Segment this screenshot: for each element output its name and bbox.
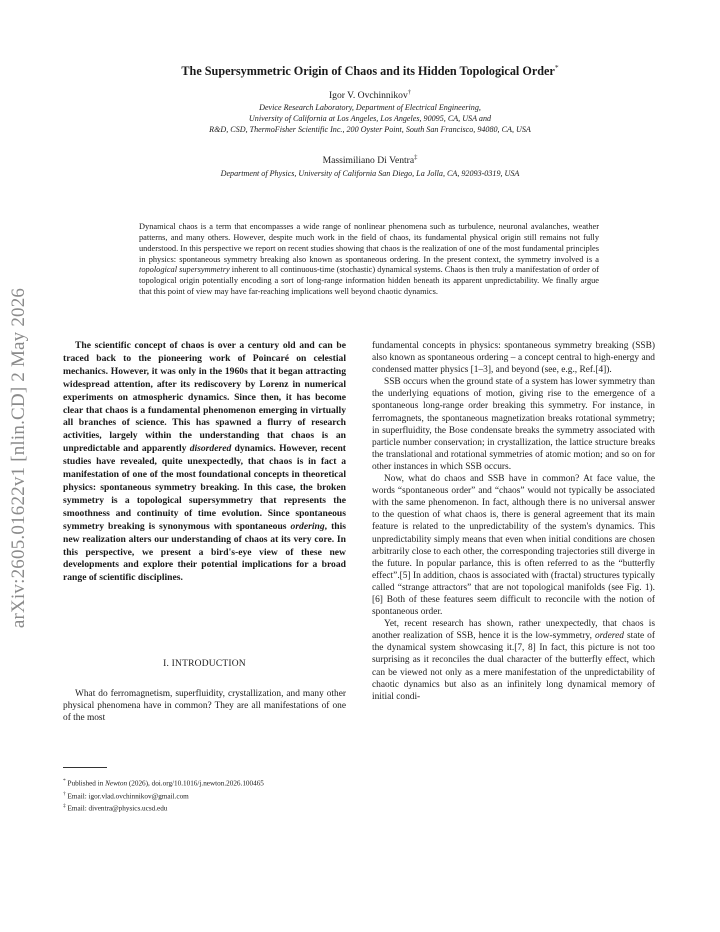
body-text: state of the dynamical system showcasing it.[7, 8] In fact, this picture is not too surprising as it reconciles the dual character of the butterfly effect, which can be viewed not only as a mere manifestation of the unpredictability of chaotic dynamics but also as an infinitely long dynamical memory of initial condi- (372, 631, 655, 702)
body-paragraph: fundamental concepts in physics: spontaneous symmetry breaking (SSB) also known as spontaneous ordering – a concept central to high-energy and condensed matter physics [1–3], and beyond (see, e.g., Ref.[4]). (372, 341, 655, 376)
footnote-mark: ‡ (63, 803, 66, 810)
body-emphasis: ordered (594, 631, 624, 642)
footnote-text: Email: diventra@physics.ucsd.edu (65, 804, 168, 813)
body-paragraph (372, 618, 655, 703)
footnote-text: Published in (65, 779, 106, 788)
author-2-mark: ‡ (414, 154, 418, 161)
arxiv-stamp-text: arXiv:2605.01622v1 [nlin.CD] 2 May 2026 (8, 287, 29, 629)
abstract-text: inherent to all continuous-time (stochastic) dynamical systems. Chaos is then truly a manifestation of order of topological origin potentially encoding a sort of long-range information hidden beneath its apparent unpredictability. We finally argue that this point of view may have far-reaching implications well beyond chaotic dynamics. (139, 265, 599, 297)
footnote-text: (2026), doi.org/10.1016/j.newton.2026.100465 (127, 779, 264, 788)
arxiv-stamp (8, 253, 30, 663)
abstract-text: Dynamical chaos is a term that encompasses a wide range of nonlinear phenomena such as turbulence, neuronal avalanches, weather patterns, and many others. However, despite much work in the field of chaos, its fundamental physical origin still remains not fully understood. In this perspective we report on recent studies showing that chaos is the realization of one of the most fundamental principles in physics: spontaneous symmetry breaking also known as spontaneous ordering. In the present context, the symmetry involved is a (139, 222, 599, 264)
footnote-emphasis: Newton (105, 779, 128, 788)
footnote (63, 801, 363, 814)
lead-text: dynamics. However, recent studies have revealed, quite unexpectedly, that chaos is in fact a manifestation of one of the most foundational concepts in theoretical physics: spontaneous symmetry breaking. In this case, the broken symmetry is a topological supersymmetry that represents the smoothness and continuity of time evolution. Since spontaneous symmetry breaking is synonymous with spontaneous (63, 443, 346, 532)
paper-title (80, 63, 660, 79)
footnote-mark: * (63, 778, 66, 784)
author-2-name: Massimiliano Di Ventra (322, 155, 415, 167)
author-1 (80, 89, 660, 101)
abstract-emphasis: topological supersymmetry (139, 265, 230, 275)
affiliation-line: Device Research Laboratory, Department of Electrical Engineering, (259, 103, 481, 112)
section-heading: I. INTRODUCTION (163, 659, 246, 669)
author-1-name: Igor V. Ovchinnikov (328, 90, 408, 102)
body-text: Yet, recent research has shown, rather unexpectedly, that chaos is another realization of SSB, hence it is the low-symmetry, (372, 619, 655, 642)
footnote-mark: † (63, 790, 66, 797)
affiliation-line: R&D, CSD, ThermoFisher Scientific Inc., 200 Oyster Point, South San Francisco, 94080, CA, USA (209, 125, 531, 134)
lead-text: The scientific concept of chaos is over a century old and can be traced back to the pioneering work of Poincaré on celestial mechanics. However, it was only in the 1960s that it began attracting widespread attention, after its rediscovery by Lorenz in numerical experiments on atmospheric dynamics. Since then, it has become clear that chaos is a fundamental phenomenon emerging in virtually all branches of science. This has spawned a flurry of research activities, largely within the understanding that chaos is an unpredictable and apparently (63, 340, 346, 455)
lead-paragraph (63, 340, 346, 585)
lead-emphasis: ordering (290, 520, 325, 532)
body-paragraph: SSB occurs when the ground state of a system has lower symmetry than the underlying equations of motion, giving rise to the emergence of a spontaneous long-range order breaking this symmetry. For instance, in ferromagnets, the spontaneous magnetization breaks rotational symmetry; in superfluidity, the Bose condensate breaks the symmetry associated with particle number conservation; in crystallization, the lattice structure breaks the translational and rotational symmetries of atomic motion; and so on for other instances in which SSB occurs. (372, 377, 655, 472)
lead-text: , this new realization alters our understanding of chaos at its very core. In this perspective, we present a bird's-eye view of these new developments and explore their potential implications for a broad range of scientific disciplines. (63, 520, 346, 584)
lead-emphasis: disordered (189, 443, 232, 455)
left-column (63, 340, 346, 585)
body-paragraph: Now, what do chaos and SSB have in common? At face value, the words “spontaneous order” and “chaos” would not typically be associated with the same phenomenon. In fact, although there is no universal answer to the question of what chaos is, there is general agreement that its main feature is related to the unpredictability of the system's dynamics. This unpredictability simply means that even when initial conditions are chosen arbitrarily close to each other, the corresponding trajectories still diverge in the future. In popular parlance, this is often referred to as the “butterfly effect”.[5] In addition, chaos is associated with (fractal) structures typically called “strange attractors” that are not topological manifolds (see Fig. 1).[6] Both of these features seem difficult to reconcile with the notion of spontaneous order. (372, 474, 655, 618)
author-1-mark: † (407, 89, 412, 96)
abstract (139, 222, 599, 298)
author-1-affiliation (80, 102, 660, 135)
intro-paragraph: What do ferromagnetism, superfluidity, crystallization, and many other physical phenomena have in common? They are all manifestations of one of the most (63, 689, 346, 724)
affiliation-line: Department of Physics, University of California San Diego, La Jolla, CA, 92093-0319, USA (220, 169, 520, 178)
affiliation-line: University of California at Los Angeles, Los Angeles, 90095, CA, USA and (248, 114, 492, 123)
footnotes (63, 776, 363, 814)
footnote (63, 776, 363, 789)
footnote-rule (63, 767, 107, 768)
author-2 (80, 154, 660, 166)
footnote (63, 789, 363, 802)
right-column (372, 340, 655, 703)
title-footnote-mark: * (554, 63, 559, 72)
author-2-affiliation (80, 168, 660, 179)
footnote-text: Email: igor.vlad.ovchinnikov@gmail.com (65, 792, 189, 801)
paper-title-text: The Supersymmetric Origin of Chaos and its Hidden Topological Order (181, 64, 555, 79)
